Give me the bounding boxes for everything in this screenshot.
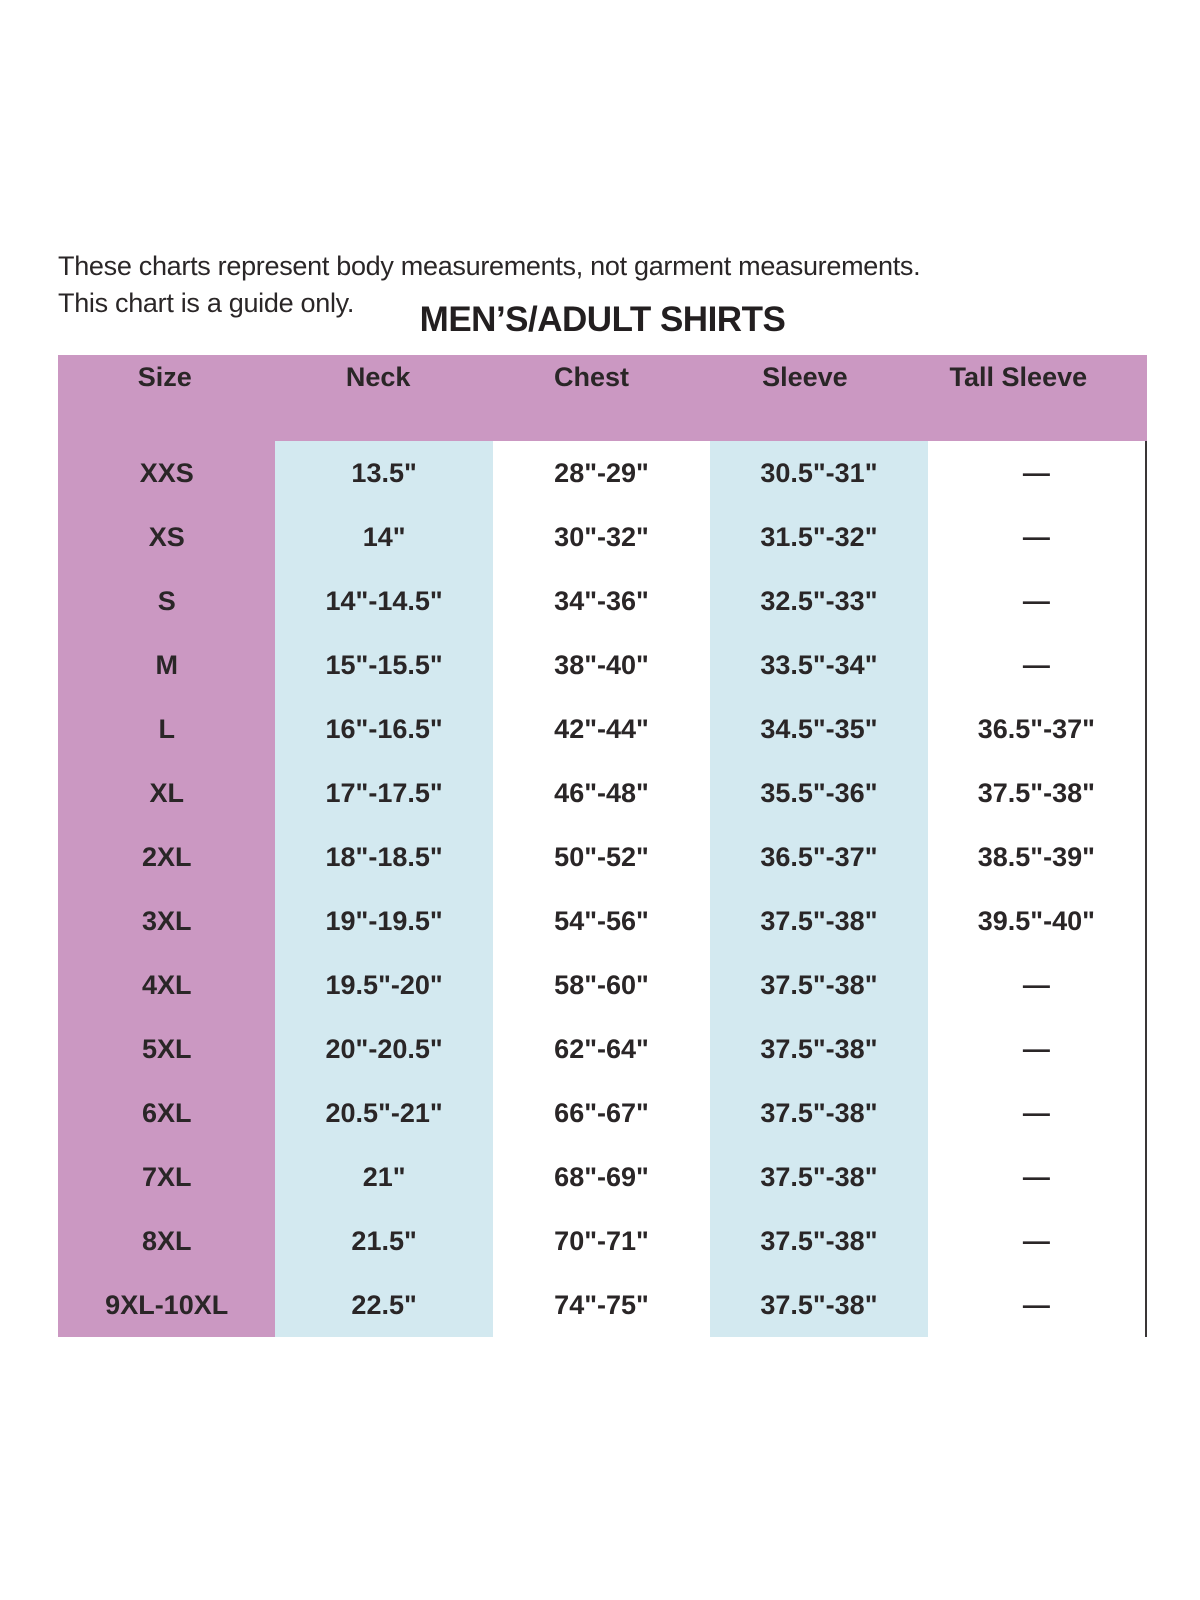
table-header-row — [58, 355, 1147, 441]
measurement-cell: 46"-48" — [493, 761, 710, 825]
measurement-cell: 37.5"-38" — [710, 953, 927, 1017]
table-row — [58, 1273, 1145, 1337]
measurement-cell: 50"-52" — [493, 825, 710, 889]
table-row — [58, 825, 1145, 889]
measurement-cell: — — [928, 1209, 1145, 1273]
size-cell: XXS — [58, 441, 275, 505]
table-row — [58, 1017, 1145, 1081]
table-body — [58, 441, 1147, 1337]
measurement-cell: 35.5"-36" — [710, 761, 927, 825]
size-cell: 3XL — [58, 889, 275, 953]
measurement-cell: 30.5"-31" — [710, 441, 927, 505]
measurement-cell: — — [928, 505, 1145, 569]
measurement-cell: — — [928, 1273, 1145, 1337]
measurement-cell: 66"-67" — [493, 1081, 710, 1145]
measurement-cell: 38"-40" — [493, 633, 710, 697]
size-cell: 2XL — [58, 825, 275, 889]
measurement-cell: 37.5"-38" — [710, 1081, 927, 1145]
size-cell: 7XL — [58, 1145, 275, 1209]
measurement-cell: 20"-20.5" — [275, 1017, 492, 1081]
measurement-cell: 28"-29" — [493, 441, 710, 505]
size-cell: L — [58, 697, 275, 761]
size-cell: S — [58, 569, 275, 633]
measurement-cell: 16"-16.5" — [275, 697, 492, 761]
measurement-cell: 42"-44" — [493, 697, 710, 761]
column-header-size: Size — [137, 361, 192, 392]
table-row — [58, 1209, 1145, 1273]
table-row — [58, 441, 1145, 505]
note-line-2: This chart is a guide only. — [58, 288, 355, 318]
size-cell: 9XL-10XL — [58, 1273, 275, 1337]
table-row — [58, 569, 1145, 633]
column-header-chest: Chest — [554, 361, 630, 392]
size-chart-table — [58, 355, 1147, 1337]
measurement-cell: 38.5"-39" — [928, 825, 1145, 889]
measurement-cell: 34"-36" — [493, 569, 710, 633]
measurement-cell: — — [928, 1145, 1145, 1209]
measurement-cell: 36.5"-37" — [710, 825, 927, 889]
size-cell: M — [58, 633, 275, 697]
measurement-cell: 37.5"-38" — [710, 889, 927, 953]
chart-title: MEN’S/ADULT SHIRTS — [419, 300, 786, 339]
measurement-cell: 31.5"-32" — [710, 505, 927, 569]
table-row — [58, 889, 1145, 953]
column-header-sleeve: Sleeve — [762, 361, 848, 392]
measurement-cell: 36.5"-37" — [928, 697, 1145, 761]
measurement-cell: 37.5"-38" — [710, 1145, 927, 1209]
measurement-cell: 18"-18.5" — [275, 825, 492, 889]
measurement-cell: 37.5"-38" — [710, 1273, 927, 1337]
table-row — [58, 633, 1145, 697]
measurement-cell: 37.5"-38" — [928, 761, 1145, 825]
table-row — [58, 761, 1145, 825]
measurement-cell: 74"-75" — [493, 1273, 710, 1337]
measurement-cell: 21.5" — [275, 1209, 492, 1273]
measurement-cell: 62"-64" — [493, 1017, 710, 1081]
measurement-cell: 15"-15.5" — [275, 633, 492, 697]
measurement-cell: 34.5"-35" — [710, 697, 927, 761]
measurement-cell: 21" — [275, 1145, 492, 1209]
measurement-cell: — — [928, 569, 1145, 633]
measurement-cell: 19"-19.5" — [275, 889, 492, 953]
note-line-1: These charts represent body measurements, not garment measurements. — [58, 251, 921, 281]
measurement-cell: 22.5" — [275, 1273, 492, 1337]
table-header-labels — [58, 355, 1125, 399]
measurement-cell: 13.5" — [275, 441, 492, 505]
measurement-cell: 33.5"-34" — [710, 633, 927, 697]
measurement-cell: — — [928, 1017, 1145, 1081]
measurement-cell: 37.5"-38" — [710, 1209, 927, 1273]
size-cell: 8XL — [58, 1209, 275, 1273]
table-row — [58, 505, 1145, 569]
size-cell: 6XL — [58, 1081, 275, 1145]
table-row — [58, 1081, 1145, 1145]
measurement-cell: 17"-17.5" — [275, 761, 492, 825]
measurement-cell: 39.5"-40" — [928, 889, 1145, 953]
measurement-cell: — — [928, 1081, 1145, 1145]
measurement-cell: 20.5"-21" — [275, 1081, 492, 1145]
measurement-cell: 70"-71" — [493, 1209, 710, 1273]
size-cell: 5XL — [58, 1017, 275, 1081]
measurement-cell: — — [928, 953, 1145, 1017]
measurement-cell: 68"-69" — [493, 1145, 710, 1209]
measurement-cell: 54"-56" — [493, 889, 710, 953]
size-cell: XS — [58, 505, 275, 569]
measurement-cell: 58"-60" — [493, 953, 710, 1017]
measurement-cell: 19.5"-20" — [275, 953, 492, 1017]
size-cell: 4XL — [58, 953, 275, 1017]
measurement-cell: — — [928, 441, 1145, 505]
measurement-cell: 14"-14.5" — [275, 569, 492, 633]
measurement-cell: — — [928, 633, 1145, 697]
column-header-neck: Neck — [345, 361, 411, 392]
measurement-cell: 37.5"-38" — [710, 1017, 927, 1081]
table-row — [58, 953, 1145, 1017]
measurement-cell: 30"-32" — [493, 505, 710, 569]
column-header-tall-sleeve: Tall Sleeve — [949, 361, 1088, 392]
table-row — [58, 1145, 1145, 1209]
measurement-cell: 14" — [275, 505, 492, 569]
measurement-cell: 32.5"-33" — [710, 569, 927, 633]
size-cell: XL — [58, 761, 275, 825]
table-row — [58, 697, 1145, 761]
